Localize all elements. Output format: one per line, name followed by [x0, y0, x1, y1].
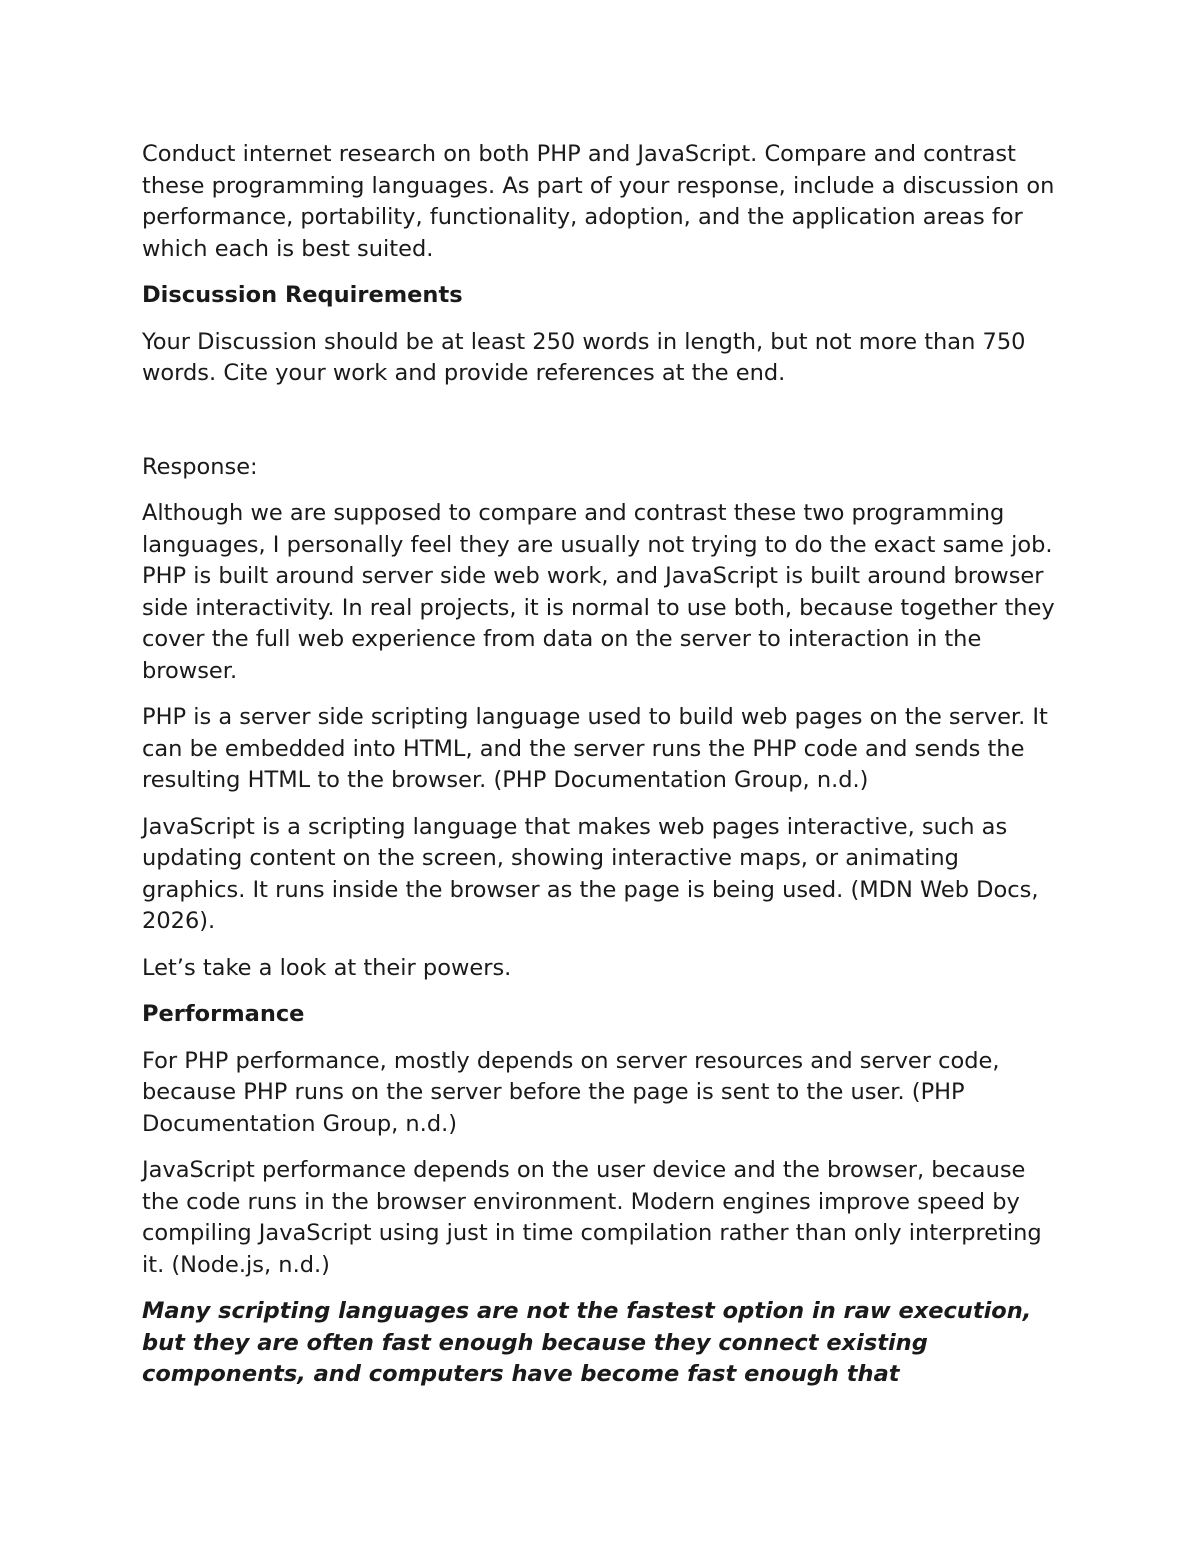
paragraph-php: PHP is a server side scripting language used to build web pages on the server. It can be embedded into HTML, and the server runs the PHP code and sends the resulting HTML to the browser. (PHP Documentation Group, n.d.) [142, 704, 1048, 793]
emphasis-paragraph: Many scripting languages are not the fastest option in raw execution, but they are often fast enough because they connect existing components, and computers have become fast enough that [142, 1298, 1032, 1387]
requirements-heading: Discussion Requirements [142, 282, 463, 308]
performance-heading: Performance [142, 1001, 305, 1027]
blank-line [142, 405, 1060, 452]
paragraph-intro: Although we are supposed to compare and contrast these two programming languages, I personally feel they are usually not trying to do the exact same job. PHP is built around server side web work, and JavaScript is built around browser side interactivity. In real projects, it is normal to use both, because together they cover the full web experience from data on the server to interaction in the browser. [142, 500, 1055, 684]
document-body [142, 139, 1060, 1406]
paragraph-js-performance: JavaScript performance depends on the user device and the browser, because the code runs in the browser environment. Modern engines improve speed by compiling JavaScript using just in time compilation rather than only interpreting it. (Node.js, n.d.) [142, 1157, 1042, 1278]
paragraph-javascript: JavaScript is a scripting language that makes web pages interactive, such as updating content on the screen, showing interactive maps, or animating graphics. It runs inside the browser as the page is being used. (MDN Web Docs, 2026). [142, 813, 1039, 934]
paragraph-transition: Let’s take a look at their powers. [142, 954, 512, 981]
response-label: Response: [142, 453, 258, 480]
requirements-text: Your Discussion should be at least 250 words in length, but not more than 750 words. Cite your work and provide references at the end. [142, 328, 1026, 386]
paragraph-php-performance: For PHP performance, mostly depends on server resources and server code, because PHP runs on the server before the page is sent to the user. (PHP Documentation Group, n.d.) [142, 1047, 1000, 1137]
assignment-prompt: Conduct internet research on both PHP and JavaScript. Compare and contrast these programming languages. As part of your response, include a discussion on performance, portability, functionality, adoption, and the application areas for which each is best suited. [142, 141, 1055, 262]
